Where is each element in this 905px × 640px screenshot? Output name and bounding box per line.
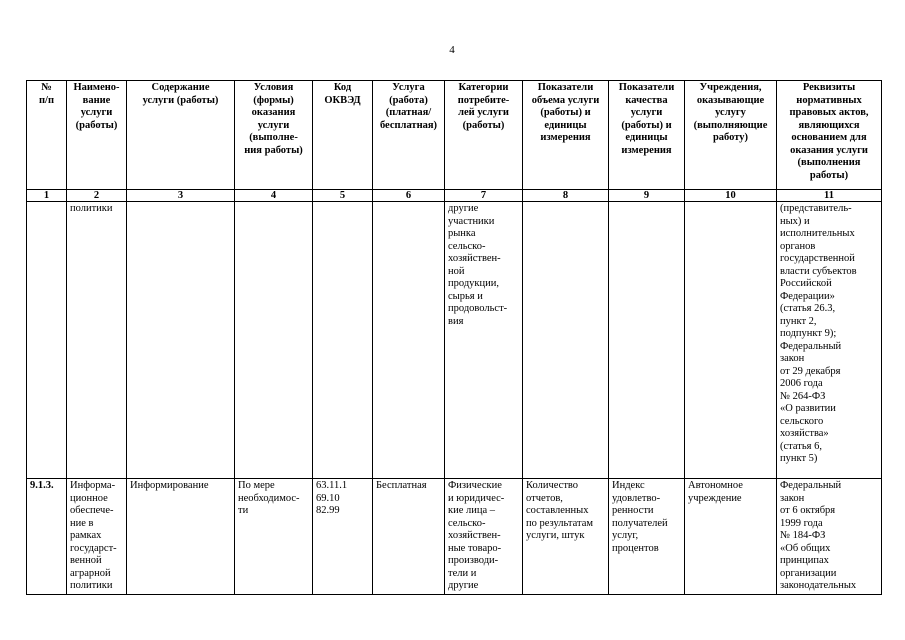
table-cell: Количество отчетов, составленных по результатам услуги, штук — [523, 479, 609, 595]
header-cell: Код ОКВЭД — [313, 81, 373, 190]
column-number: 4 — [235, 190, 313, 202]
column-number: 11 — [777, 190, 882, 202]
table-cell: (представитель- ных) и исполнительных органов государственной власти субъектов Российской Федерации» (статья 26.3, пункт 2, подпункт 9); Федеральный закон от 29 декабря 2006 года № 264-ФЗ «О развитии сельского хозяйства» (статья 6, пункт 5) — [777, 202, 882, 479]
table-cell — [235, 202, 313, 479]
table-cell — [313, 202, 373, 479]
column-number-row — [27, 190, 882, 202]
column-number: 7 — [445, 190, 523, 202]
header-cell: Содержание услуги (работы) — [127, 81, 235, 190]
table-cell: 63.11.1 69.10 82.99 — [313, 479, 373, 595]
header-cell: Условия (формы) оказания услуги (выполне- ния работы) — [235, 81, 313, 190]
table-cell — [523, 202, 609, 479]
column-number: 2 — [67, 190, 127, 202]
header-cell: Учреждения, оказывающие услугу (выполняющие работу) — [685, 81, 777, 190]
header-cell: Показатели объема услуги (работы) и единицы измерения — [523, 81, 609, 190]
header-cell: Услуга (работа) (платная/ бесплатная) — [373, 81, 445, 190]
table-cell: Индекс удовлетво- ренности получателей услуг, процентов — [609, 479, 685, 595]
header-cell: Реквизиты нормативных правовых актов, являющихся основанием для оказания услуги (выполнения работы) — [777, 81, 882, 190]
column-number: 3 — [127, 190, 235, 202]
column-number: 1 — [27, 190, 67, 202]
column-number: 8 — [523, 190, 609, 202]
table-cell: Бесплатная — [373, 479, 445, 595]
table-cell — [373, 202, 445, 479]
row-number-cell: 9.1.3. — [27, 479, 67, 595]
table-cell — [27, 202, 67, 479]
table-cell: Федеральный закон от 6 октября 1999 года № 184-ФЗ «Об общих принципах организации законодательных — [777, 479, 882, 595]
column-number: 5 — [313, 190, 373, 202]
header-row — [27, 81, 882, 190]
table-row — [27, 479, 882, 595]
page-number: 4 — [449, 44, 455, 56]
table-cell: другие участники рынка сельско- хозяйствен- ной продукции, сырья и продовольст- вия — [445, 202, 523, 479]
column-number: 6 — [373, 190, 445, 202]
column-number: 10 — [685, 190, 777, 202]
header-cell: Показатели качества услуги (работы) и единицы измерения — [609, 81, 685, 190]
table-cell — [127, 202, 235, 479]
table-cell — [609, 202, 685, 479]
column-number: 9 — [609, 190, 685, 202]
table-row — [27, 202, 882, 479]
table-cell: Информа- ционное обеспече- ние в рамках государст- венной аграрной политики — [67, 479, 127, 595]
header-cell: Категории потребите- лей услуги (работы) — [445, 81, 523, 190]
table-cell: Физические и юридичес- кие лица – сельско- хозяйствен- ные товаро- производи- тели и другие — [445, 479, 523, 595]
table-cell — [685, 202, 777, 479]
services-table — [26, 80, 882, 595]
table-cell: По мере необходимос- ти — [235, 479, 313, 595]
header-cell: № п/п — [27, 81, 67, 190]
header-cell: Наимено- вание услуги (работы) — [67, 81, 127, 190]
table-cell: политики — [67, 202, 127, 479]
table-cell: Автономное учреждение — [685, 479, 777, 595]
table-cell: Информирование — [127, 479, 235, 595]
